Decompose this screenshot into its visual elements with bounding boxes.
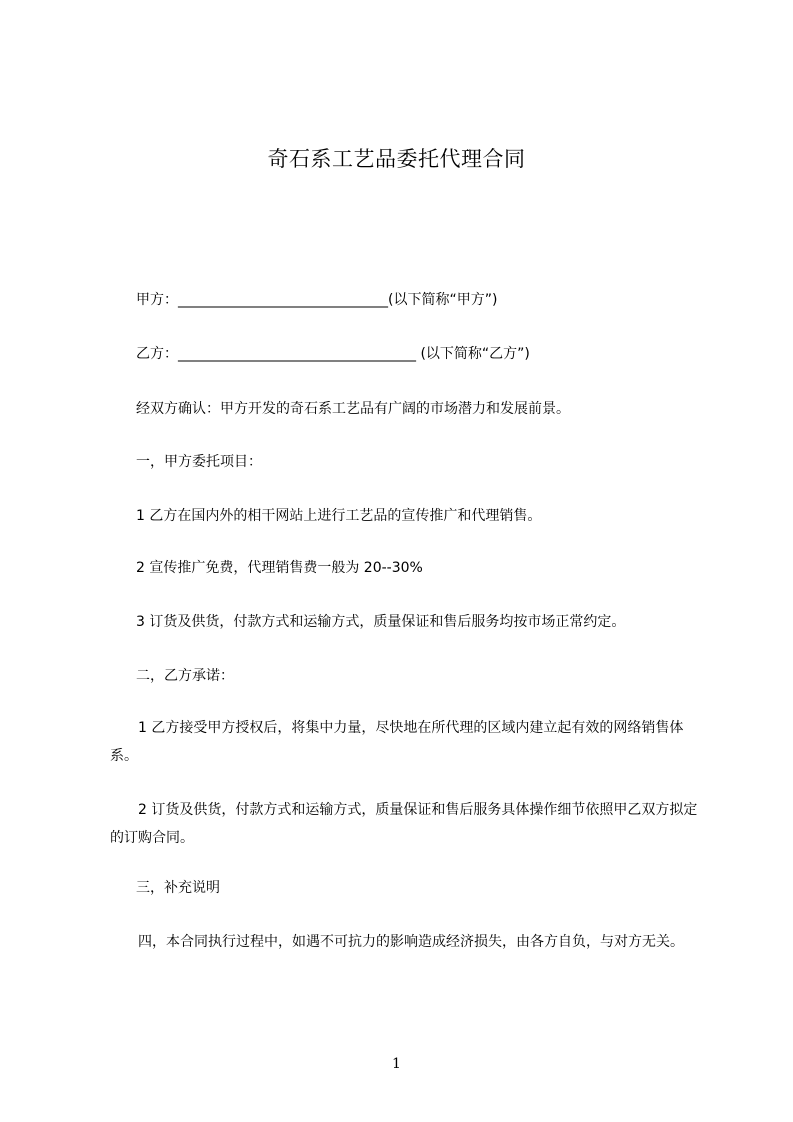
section-1-heading: 一，甲方委托项目： [136,454,262,470]
section-3-heading: 三，补充说明 [136,880,220,896]
section-1-item-1: 1 乙方在国内外的相干网站上进行工艺品的宣传推广和代理销售。 [136,508,542,524]
section-2-item-1: 1 乙方接受甲方授权后，将集中力量，尽快地在所代理的区域内建立起有效的网络销售体系。 [110,720,684,764]
section-1-item-3: 3 订货及供货，付款方式和运输方式，质量保证和售后服务均按市场正常约定。 [136,614,626,630]
party-a-line: 甲方：______________________________(以下简称“甲方”) [136,292,498,308]
page-number: 1 [392,1056,401,1072]
document-title: 奇石系工艺品委托代理合同 [267,147,526,171]
party-b-line: 乙方：__________________________________ (以下简称“乙方”) [136,346,530,362]
section-4-text: 四，本合同执行过程中，如遇不可抗力的影响造成经济损失，由各方自负，与对方无关。 [138,934,684,950]
section-2-heading: 二，乙方承诺： [136,668,234,684]
section-2-item-2: 2 订货及供货，付款方式和运输方式，质量保证和售后服务具体操作细节依照甲乙双方拟定的订购合同。 [110,802,698,846]
confirmation-text: 经双方确认：甲方开发的奇石系工艺品有广阔的市场潜力和发展前景。 [136,401,570,417]
section-1-item-2: 2 宣传推广免费，代理销售费一般为 20--30% [136,560,423,576]
